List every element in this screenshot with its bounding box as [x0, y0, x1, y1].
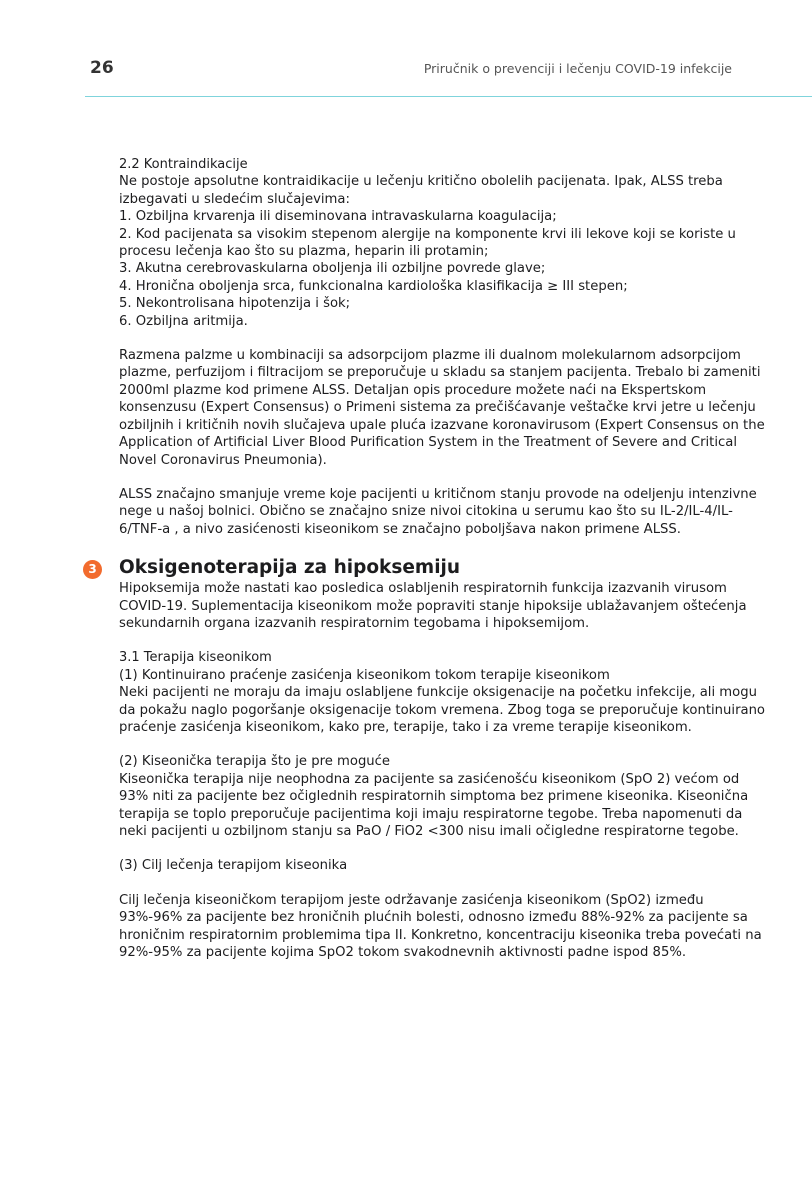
section-3-intro: Hipoksemija može nastati kao posledica oslabljenih respiratornih funkcija izazvanih virusom COVID-19. Suplementacija kiseonikom može popraviti stanje hipoksije ublažavanjem oštećenja sekundarnih organa izazvanih respiratornim tegobama i hipoksemijom. — [119, 581, 747, 631]
list-item: 6. Ozbiljna aritmija. — [119, 313, 248, 329]
header-divider — [85, 96, 812, 97]
page-number: 26 — [90, 58, 114, 78]
contraindications-list — [119, 208, 769, 330]
section-3-heading — [88, 556, 769, 580]
list-item: 5. Nekontrolisana hipotenzija i šok; — [119, 296, 351, 312]
list-item: 4. Hronična oboljenja srca, funkcionalna kardiološka klasifikacija ≥ III stepen; — [119, 278, 628, 294]
page-content — [88, 156, 769, 961]
point-1-title: (1) Kontinuirano praćenje zasićenja kiseonikom tokom terapije kiseonikom — [119, 667, 610, 683]
list-item: 2. Kod pacijenata sa visokim stepenom alergije na komponente krvi ili lekove koji se koriste u procesu lečenja kao što su plazma, heparin ili protamin; — [119, 226, 736, 260]
contraindications-intro: Ne postoje apsolutne kontraidikacije u lečenju kritično obolelih pacijenata. Ipak, ALSS treba izbegavati u sledećim slučajevima: — [119, 174, 723, 207]
running-title: Priručnik o prevenciji i lečenju COVID-19 infekcije — [423, 61, 732, 76]
point-3-title: (3) Cilj lečenja terapijom kiseonika — [119, 858, 348, 874]
list-item: 3. Akutna cerebrovaskularna oboljenja ili ozbiljne povrede glave; — [119, 261, 546, 277]
point-2-text: Kiseonička terapija nije neophodna za pacijente sa zasićenošću kiseonikom (SpO 2) većom od 93% niti za pacijente bez očiglednih respiratornih simptoma bez primene kiseonika. Kiseonična terapija se toplo preporučuje pacijentima koji imaju respiratorne tegobe. Treba napomenuti da neki pacijenti u ozbiljnom stanju sa PaO / FiO2 <300 nisu imali očigledne respiratorne tegobe. — [119, 771, 749, 839]
point-1-text: Neki pacijenti ne moraju da imaju oslabljene funkcije oksigenacije na početku infekcije, ali mogu da pokažu naglo pogoršanje oksigenacije tokom vremena. Zbog toga se preporučuje kontinuirano praćenje zasićenja kiseonikom, kako pre, terapije, tako i za vreme terapije kiseonikom. — [119, 685, 765, 735]
contraindications-heading: 2.2 Kontraindikacije — [119, 157, 248, 172]
page-header — [0, 0, 812, 97]
section-title: Oksigenoterapija za hipoksemiju — [119, 557, 461, 579]
alss-effect-paragraph: ALSS značajno smanjuje vreme koje pacijenti u kritičnom stanju provode na odeljenju intenzivne nege u našoj bolnici. Obično se značajno snize nivoi citokina u serumu kao što su IL-2/IL-4/IL-6/TNF-a , a nivo zasićenosti kiseonikom se značajno poboljšava nakon primene ALSS. — [119, 486, 757, 537]
subsection-heading: 3.1 Terapija kiseonikom — [119, 650, 272, 666]
section-number-badge: 3 — [83, 560, 102, 579]
list-item: 1. Ozbiljna krvarenja ili diseminovana intravaskularna koagulacija; — [119, 209, 557, 225]
plasma-exchange-paragraph: Razmena palzme u kombinaciji sa adsorpcijom plazme ili dualnom molekularnom adsorpcijom plazme, perfuzijom i filtracijom se preporučuje u skladu sa stanjem pacijenta. Trebalo bi zameniti 2000ml plazme kod primene ALSS. Detaljan opis procedure možete naći na Ekspertskom konsenzusu (Expert Consensus) o Primeni sistema za prečišćavanje veštačke krvi jetre u lečenju ozbiljnih i kritičnih novih slučajeva upale pluća izazvane koronavirusom (Expert Consensus on the Application of Artificial Liver Blood Purification System in the Treatment of Severe and Critical Novel Coronavirus Pneumonia). — [119, 348, 765, 468]
point-2-title: (2) Kiseonička terapija što je pre moguće — [119, 754, 391, 770]
point-3-text: Cilj lečenja kiseoničkom terapijom jeste održavanje zasićenja kiseonikom (SpO2) između 93%-96% za pacijente bez hroničnih plućnih bolesti, odnosno između 88%-92% za pacijente sa hroničnim respiratornim problemima tipa II. Konkretno, koncentraciju kiseonika treba povećati na 92%-95% za pacijente kojima SpO2 tokom svakodnevnih aktivnosti padne ispod 85%. — [119, 892, 762, 961]
